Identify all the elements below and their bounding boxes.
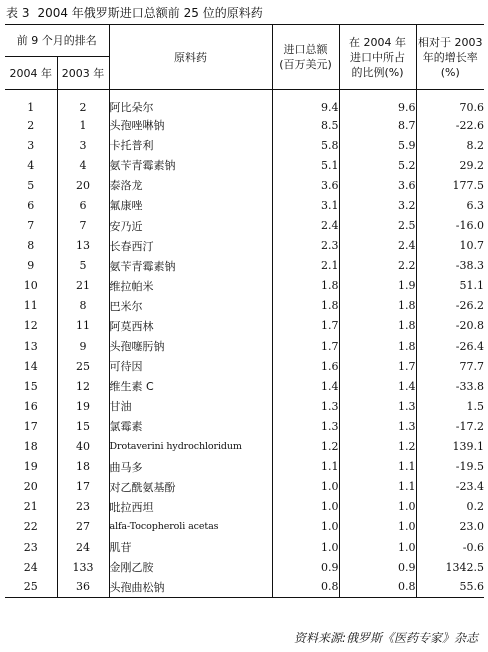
cell-drug-name: 肌苷 [109,537,272,557]
cell-growth-rate: 77.7 [459,359,484,373]
cell-growth-rate: 10.7 [459,239,484,253]
header-share-line-2: 进口中所占 [350,50,405,64]
cell-import-share: 1.2 [339,437,416,457]
cell-rank-2003: 2 [57,90,109,116]
cell-rank-2003: 27 [57,517,109,537]
cell-import-share: 9.6 [339,90,416,116]
cell-import-value: 0.9 [272,557,339,577]
cell-drug-name: 曲马多 [109,457,272,477]
cell-import-value: 1.0 [272,537,339,557]
table-number: 表 3 [6,6,30,20]
table-row [5,90,484,116]
cell-import-value: 1.0 [272,477,339,497]
cell-growth-rate: -33.8 [455,379,484,393]
source-note: 资料来源:俄罗斯《医药专家》杂志 [293,631,478,645]
cell-rank-2004: 7 [5,215,57,235]
import-ranking-table [5,24,484,598]
table-row [5,376,484,396]
table-row [5,256,484,276]
cell-drug-name: 氯霉素 [109,416,272,436]
cell-import-share: 1.8 [339,336,416,356]
table-caption [6,4,263,21]
cell-import-share: 1.0 [339,517,416,537]
cell-rank-2004: 2 [5,115,57,135]
cell-import-value: 1.0 [272,497,339,517]
table-row [5,276,484,296]
cell-import-share: 5.9 [339,135,416,155]
cell-growth-rate: -16.0 [455,219,484,233]
header-share-line-1: 在 2004 年 [349,35,406,49]
table-row [5,336,484,356]
table-row [5,155,484,175]
cell-rank-2003: 18 [57,457,109,477]
cell-growth-rate: 23.0 [459,520,484,534]
header-import-value [272,25,339,90]
table-row [5,356,484,376]
cell-import-share: 8.7 [339,115,416,135]
cell-import-share: 1.9 [339,276,416,296]
cell-import-value: 1.6 [272,356,339,376]
header-growth-line-3: (%) [440,65,460,79]
table-row [5,577,484,597]
header-import-line-2: (百万美元) [279,58,332,71]
cell-drug-name: 头孢唑啉钠 [109,115,272,135]
cell-import-share: 0.8 [339,577,416,597]
cell-rank-2004: 23 [5,537,57,557]
cell-import-share: 1.1 [339,457,416,477]
cell-drug-name: 吡拉西坦 [109,497,272,517]
cell-drug-name: 氨苄青霉素钠 [109,256,272,276]
cell-import-share: 1.3 [339,416,416,436]
cell-growth-rate: 6.3 [466,198,484,212]
cell-growth-rate: -26.4 [455,339,484,353]
cell-rank-2003: 8 [57,296,109,316]
cell-rank-2003: 40 [57,437,109,457]
cell-growth-rate: 29.2 [459,158,484,172]
cell-import-share: 2.4 [339,236,416,256]
cell-growth-rate: 8.2 [466,138,484,152]
cell-rank-2003: 19 [57,396,109,416]
cell-drug-name: 卡托普利 [109,135,272,155]
cell-import-value: 0.8 [272,577,339,597]
table-title: 2004 年俄罗斯进口总额前 25 位的原料药 [37,6,263,20]
cell-rank-2004: 19 [5,457,57,477]
table-row [5,396,484,416]
cell-rank-2004: 5 [5,175,57,195]
cell-import-value: 1.8 [272,296,339,316]
cell-growth-rate: -0.6 [462,540,484,554]
cell-growth-rate: 0.2 [466,500,484,514]
cell-rank-2004: 4 [5,155,57,175]
table-row [5,135,484,155]
cell-rank-2003: 13 [57,236,109,256]
cell-drug-name: 对乙酰氨基酚 [109,477,272,497]
cell-rank-2004: 17 [5,416,57,436]
cell-drug-name: 巴米尔 [109,296,272,316]
cell-rank-2003: 15 [57,416,109,436]
cell-rank-2003: 20 [57,175,109,195]
cell-import-value: 2.4 [272,215,339,235]
cell-rank-2004: 18 [5,437,57,457]
cell-import-value: 3.1 [272,195,339,215]
cell-growth-rate: 139.1 [452,440,484,454]
table-row [5,175,484,195]
table-row [5,236,484,256]
cell-import-value: 1.2 [272,437,339,457]
cell-import-share: 3.6 [339,175,416,195]
cell-growth-rate: 55.6 [459,580,484,594]
cell-import-value: 2.3 [272,236,339,256]
cell-import-share: 1.3 [339,396,416,416]
header-share-line-3: 的比例(%) [351,65,404,79]
cell-rank-2004: 25 [5,577,57,597]
cell-rank-2003: 12 [57,376,109,396]
cell-import-value: 1.7 [272,336,339,356]
cell-import-share: 1.4 [339,376,416,396]
table-row [5,296,484,316]
header-rank-2003: 2003 年 [57,57,109,90]
header-import-line-1: 进口总额 [283,43,328,56]
cell-rank-2003: 17 [57,477,109,497]
cell-drug-name: alfa-Tocopheroli acetas [109,517,272,537]
cell-rank-2003: 133 [57,557,109,577]
cell-import-value: 1.8 [272,276,339,296]
cell-drug-name: 氨苄青霉素钠 [109,155,272,175]
table-row [5,437,484,457]
cell-rank-2004: 20 [5,477,57,497]
cell-drug-name: 头孢噻肟钠 [109,336,272,356]
cell-growth-rate: -23.4 [455,480,484,494]
cell-import-value: 8.5 [272,115,339,135]
cell-import-value: 1.0 [272,517,339,537]
cell-import-share: 2.5 [339,215,416,235]
cell-rank-2003: 25 [57,356,109,376]
cell-rank-2004: 16 [5,396,57,416]
cell-growth-rate: -22.6 [455,118,484,132]
cell-import-share: 1.0 [339,497,416,517]
cell-import-share: 3.2 [339,195,416,215]
cell-import-share: 1.1 [339,477,416,497]
cell-growth-rate: 51.1 [459,279,484,293]
cell-drug-name: 维拉帕米 [109,276,272,296]
table-row [5,316,484,336]
cell-rank-2004: 9 [5,256,57,276]
cell-rank-2003: 6 [57,195,109,215]
cell-rank-2004: 8 [5,236,57,256]
cell-import-share: 1.8 [339,296,416,316]
cell-import-value: 1.7 [272,316,339,336]
cell-rank-2004: 10 [5,276,57,296]
cell-rank-2004: 13 [5,336,57,356]
cell-rank-2004: 22 [5,517,57,537]
cell-rank-2004: 1 [5,90,57,116]
header-growth-line-1: 相对于 2003 [418,35,483,49]
cell-rank-2003: 11 [57,316,109,336]
table-row [5,416,484,436]
table-row [5,537,484,557]
cell-import-value: 2.1 [272,256,339,276]
cell-import-share: 5.2 [339,155,416,175]
header-growth [416,25,484,90]
cell-rank-2003: 24 [57,537,109,557]
cell-drug-name: 阿比朵尔 [109,90,272,116]
cell-import-share: 2.2 [339,256,416,276]
cell-drug-name: Drotaverini hydrochloridum [109,437,272,457]
cell-rank-2003: 3 [57,135,109,155]
cell-growth-rate: -26.2 [455,299,484,313]
table-row [5,115,484,135]
cell-growth-rate: 177.5 [452,178,484,192]
cell-import-share: 1.7 [339,356,416,376]
cell-rank-2004: 14 [5,356,57,376]
cell-rank-2003: 23 [57,497,109,517]
cell-drug-name: 安乃近 [109,215,272,235]
cell-growth-rate: 70.6 [459,100,484,114]
cell-drug-name: 阿莫西林 [109,316,272,336]
header-share [339,25,416,90]
cell-import-value: 1.4 [272,376,339,396]
cell-growth-rate: -38.3 [455,259,484,273]
cell-drug-name: 可待因 [109,356,272,376]
cell-rank-2003: 5 [57,256,109,276]
cell-import-share: 1.0 [339,537,416,557]
cell-rank-2003: 7 [57,215,109,235]
cell-growth-rate: -19.5 [455,460,484,474]
table-row [5,457,484,477]
cell-import-value: 9.4 [272,90,339,116]
cell-rank-2003: 9 [57,336,109,356]
table-row [5,195,484,215]
table-row [5,477,484,497]
cell-rank-2004: 21 [5,497,57,517]
header-drug: 原料药 [109,25,272,90]
cell-import-value: 1.3 [272,396,339,416]
cell-growth-rate: 1.5 [466,399,484,413]
cell-drug-name: 长春西汀 [109,236,272,256]
cell-drug-name: 维生素 C [109,376,272,396]
cell-rank-2003: 4 [57,155,109,175]
cell-growth-rate: -17.2 [455,419,484,433]
cell-rank-2004: 12 [5,316,57,336]
cell-import-value: 1.1 [272,457,339,477]
cell-import-value: 5.8 [272,135,339,155]
cell-rank-2004: 11 [5,296,57,316]
table-row [5,517,484,537]
header-growth-line-2: 年的增长率 [422,50,478,64]
header-rank-group: 前 9 个月的排名 [5,25,109,57]
cell-drug-name: 金刚乙胺 [109,557,272,577]
cell-rank-2004: 3 [5,135,57,155]
cell-import-share: 1.8 [339,316,416,336]
cell-rank-2004: 15 [5,376,57,396]
cell-rank-2004: 6 [5,195,57,215]
cell-import-value: 1.3 [272,416,339,436]
table-row [5,497,484,517]
cell-drug-name: 泰洛龙 [109,175,272,195]
cell-drug-name: 甘油 [109,396,272,416]
cell-rank-2003: 21 [57,276,109,296]
cell-import-value: 5.1 [272,155,339,175]
cell-import-value: 3.6 [272,175,339,195]
cell-rank-2003: 1 [57,115,109,135]
cell-rank-2004: 24 [5,557,57,577]
table-row [5,215,484,235]
cell-growth-rate: 1342.5 [445,560,484,574]
header-rank-2004: 2004 年 [5,57,57,90]
cell-import-share: 0.9 [339,557,416,577]
table-row [5,557,484,577]
cell-drug-name: 氟康唑 [109,195,272,215]
cell-drug-name: 头孢曲松钠 [109,577,272,597]
cell-growth-rate: -20.8 [455,319,484,333]
cell-rank-2003: 36 [57,577,109,597]
